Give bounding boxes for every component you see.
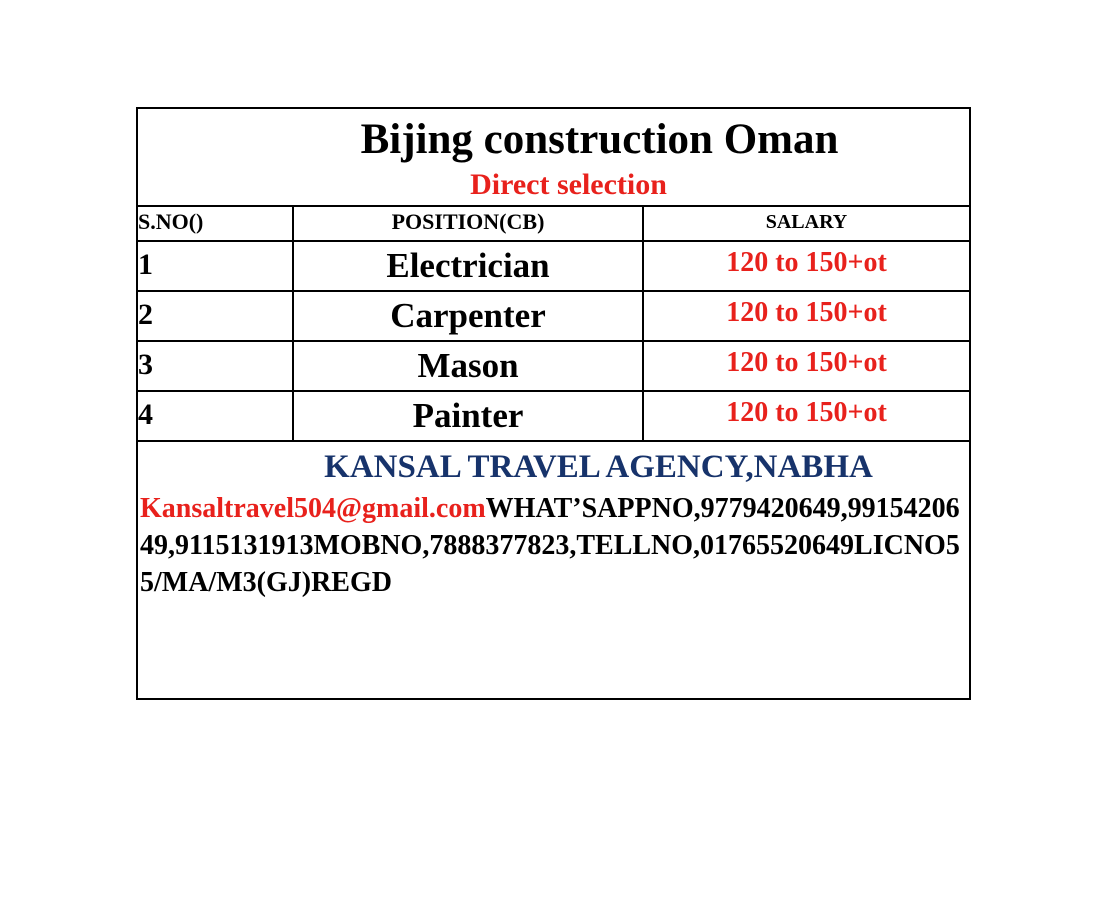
table-header-row	[138, 206, 969, 241]
table-row	[138, 241, 969, 291]
row-position: Electrician	[293, 241, 643, 291]
contact-info	[138, 490, 968, 601]
row-sno: 4	[138, 391, 293, 441]
row-position: Painter	[293, 391, 643, 441]
column-header-position: POSITION(CB)	[293, 206, 643, 241]
table-row	[138, 341, 969, 391]
row-position: Mason	[293, 341, 643, 391]
contact-details: WHAT’SAPPNO,9779420649,9915420649,9115131913MOBNO,7888377823,TELLNO,01765520649LICNO55/MA/M3(GJ)REGD	[140, 493, 960, 598]
row-position: Carpenter	[293, 291, 643, 341]
row-salary: 120 to 150+ot	[643, 291, 969, 341]
job-poster	[136, 107, 971, 700]
positions-table	[138, 205, 969, 442]
row-sno: 3	[138, 341, 293, 391]
poster-subtitle: Direct selection	[470, 168, 667, 201]
row-salary: 120 to 150+ot	[643, 241, 969, 291]
row-sno: 2	[138, 291, 293, 341]
column-header-sno: S.NO()	[138, 206, 293, 241]
row-salary: 120 to 150+ot	[643, 391, 969, 441]
poster-header	[138, 109, 969, 207]
row-sno: 1	[138, 241, 293, 291]
poster-title: Bijing construction Oman	[360, 116, 839, 163]
agency-footer	[138, 444, 969, 601]
agency-name: KANSAL TRAVEL AGENCY,NABHA	[324, 449, 873, 485]
table-row	[138, 391, 969, 441]
column-header-salary: SALARY	[643, 206, 969, 241]
email-address: Kansaltravel504@gmail.com	[140, 493, 486, 524]
row-salary: 120 to 150+ot	[643, 341, 969, 391]
table-row	[138, 291, 969, 341]
